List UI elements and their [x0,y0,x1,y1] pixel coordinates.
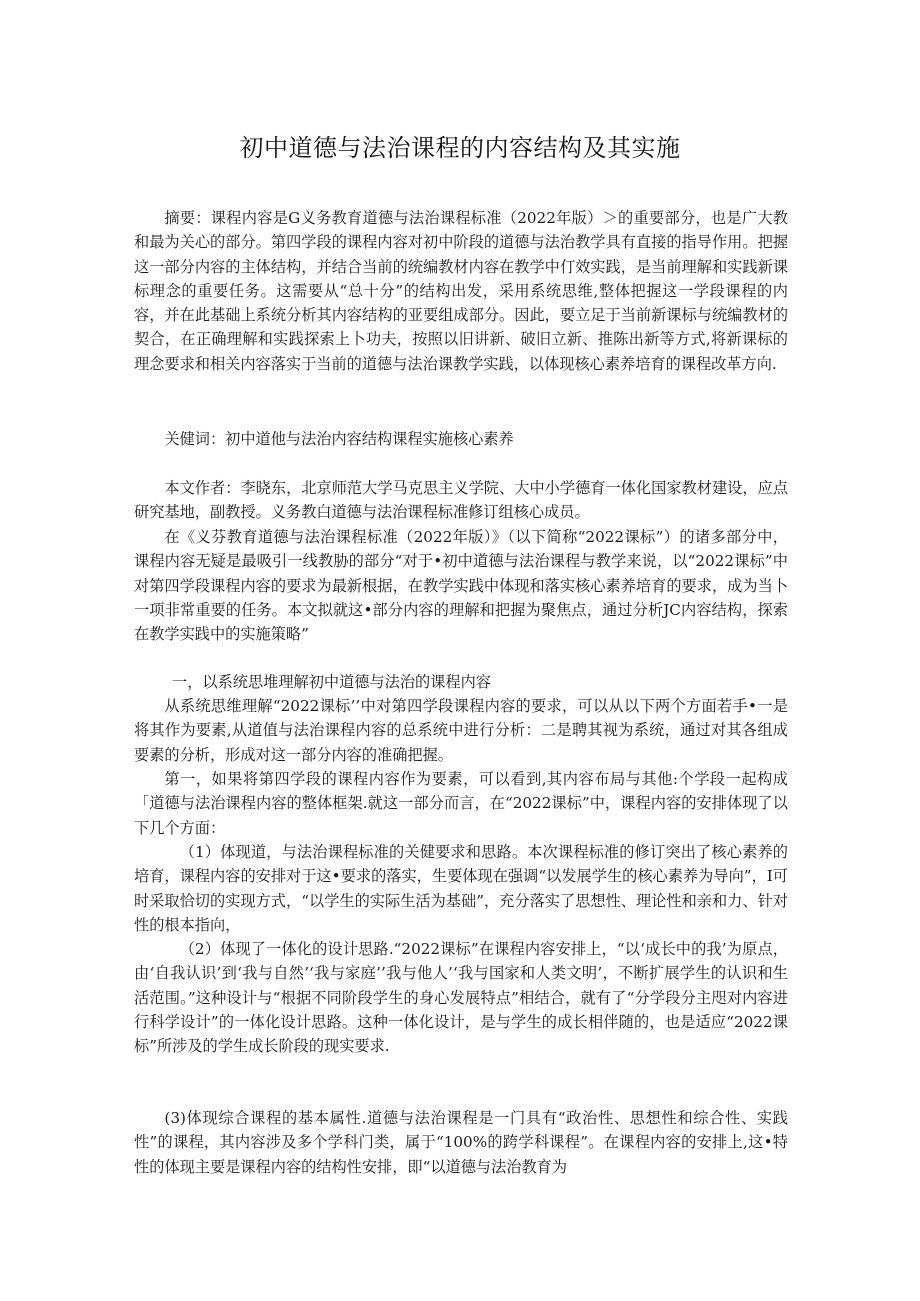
page-title: 初中道德与法治课程的内容结构及其实施 [239,134,681,162]
section-paragraph-1: 从系统思维理解“2022课标’’中对第四学段课程内容的要求，可以从以下两个方面若手•一是将其作为要素,从道值与法治课程内容的总系统中进行分析：二是聘其视为系统，通过对其各组成要素的分析，形成对这一部分内容的准确把握。 [134,697,788,764]
section-heading: 一，以系统思堆理解初中道德与法治的课程内容 [172,673,491,691]
intro-paragraph: 在《义芬教育道德与法治课程标准（2022年版）》（以下简称“2022课标”）的诸多部分中，课程内容无疑是最吸引一线教胁的部分“对于•初中道德与法治课程与教学来说，以“2022课标”中对第四学段课程内容的要求为最新根据，在教学实践中体现和落实核心素养培育的要求，成为当卜一项非常重要的任务。本文拟就这•部分内容的理解和把握为聚焦点，通过分析JC内容结构，探索在教学实践中的实施策略” [134,528,788,644]
section-paragraph-2: 第一，如果将第四学段的课程内容作为要素，可以看到,其内容布局与其他:个学段一起构成「道德与法治课程内容的整体框架.就这一部分而言，在“2022课标”中，课程内容的安排体现了以下几个方面： [134,770,788,837]
list-item-2: （2）体现了一体化的设计思路.“2022课标”在课程内容安排上，“以‘成长中的我’为原点，由‘自我认识’到‘我与自然’‘我与家庭’’我与他人’‘我与国家和人类文明’，不断扩展学生的认识和生活范围。”这种设计与“根据不同阶段学生的身心发展特点”相结合，就有了“分学段分主咫对内容进行科学设计”的一体化设计思路。这种一体化设计，是与学生的成长相伴随的，也是适应“2022课标”所涉及的学生成长阶段的现实要求. [134,940,788,1056]
list-item-1: （1）体现道，与法治课程标准的关健要求和思路。本次课程标准的修订突出了核心素养的培育，课程内容的安排对于这•要求的落实，生要体现在强调“以发展学生的核心素养为导向”，I可时采取恰切的实现方式，“以学生的实际生活为基础”，充分落实了思想性、理论性和亲和力、针对性的根本指向， [134,843,788,934]
author-paragraph: 本文作者：李晓东，北京师范大学马克思主义学院、大中小学德育一体化国家教材建设，应点研究基地，副教授。义务教白道德与法治课程标准修订组核心成员。 [134,479,788,522]
list-item-3: (3)体现综合课程的基本属性.道德与法治课程是一门具有“政治性、思想性和综合性、实践性”的课程，其内容涉及多个学科门类，属于“100%的跨学科课程”。在课程内容的安排上,这•特性的体现主要是课程内容的结构性安排，即“以道德与法治教育为 [134,1109,788,1176]
keywords-paragraph: 关健词：初中道他与法治内容结构课程实施核心素养 [164,430,514,448]
abstract-paragraph: 摘要：课程内容是G义务教育道德与法治课程标准（2022年版）＞的重要部分，也是广大教和最为关心的部分。第四学段的课程内容对初中阶段的道德与法治教学具有直接的指导作用。把握这一部分内容的主体结构，并结合当前的统编教材内容在教学中仃效实践，是当前理解和实践新课标理念的重要任务。这需要从“总十分”的结构出发，采用系统思维,整体把握这一学段课程的内容，并在此基础上系统分析其内容结构的亚要组成部分。因此，要立足于当前新课标与统编教材的契合，在正确理解和实践探索上卜功夫，按照以旧讲新、破旧立新、推陈出新等方式,将新课标的理念要求和相关内容落实于当前的道德与法治课教学实践，以体现核心素养培育的课程改革方向. [134,209,788,373]
